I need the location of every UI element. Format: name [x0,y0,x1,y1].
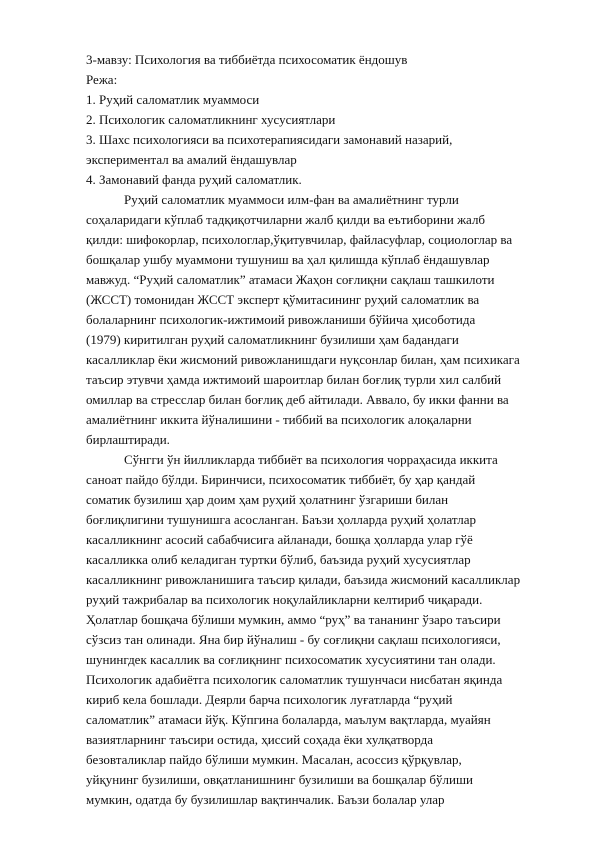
text-line: омиллар ва стресслар билан боғлиқ деб айтилади. Аввало, бу икки фанни ва [86,392,509,407]
text-line: (1979) киритилган руҳий саломатликнинг бузилиши ҳам бадандаги [86,332,459,347]
text-line: соҳаларидаги кўплаб тадқиқотчиларни жалб қилди ва eътиборини жалб [86,212,486,227]
text-line: 1. Руҳий саломатлик муаммоси [86,92,260,107]
text-line: саломатлик” атамаси йўқ. Кўпгина болаларда, маълум вақтларда, муайян [86,712,491,727]
text-line: руҳий тажрибалар ва психологик ноқулайликларни келтириб чиқаради. [86,592,483,607]
text-line: 3-мавзу: Психология ва тиббиётда психосоматик ёндошув [86,52,408,67]
text-line: 3. Шахс психологияси ва психотерапиясидаги замонавий назарий, [86,132,453,147]
text-line: Ҳолатлар бошқача бўлиши мумкин, аммо “руҳ” ва тананинг ўзаро таъсири [86,612,501,627]
text-line: касалликлар ёки жисмоний ривожланишдаги нуқсонлар билан, ҳам психикага [86,352,520,367]
text-line: шунингдек касаллик ва соғлиқнинг психосоматик хусусиятини тан олади. [86,652,496,667]
text-line: Руҳий саломатлик муаммоси илм-фан ва амалиётнинг турли [124,192,459,207]
text-line: кириб кела бошлади. Деярли барча психологик луғатларда “руҳий [86,692,453,707]
text-line: вазиятларнинг таъсири остида, ҳиссий соҳада ёки хулқатворда [86,732,434,747]
text-line: касалликнинг асосий сабабчисига айланади, бошқа ҳолларда улар гўё [86,532,473,547]
text-line: касалликнинг ривожланишига таъсир қилади, баъзида жисмоний касалликлар [86,572,521,587]
text-line: Режа: [86,72,118,87]
text-line: 2. Психологик саломатликнинг хусусиятлари [86,112,336,127]
text-line: мумкин, одатда бу бузилишлар вақтинчалик. Баъзи болалар улар [86,792,445,807]
document-page [86,50,556,810]
text-line: амалиётнинг иккита йўналишини - тиббий ва психологик алоқаларни [86,412,472,427]
text-line: 4. Замонавий фанда руҳий саломатлик. [86,172,302,187]
text-line: мавжуд. “Руҳий саломатлик” атамаси Жаҳон соғлиқни сақлаш ташкилоти [86,272,495,287]
text-line: касалликка олиб келадиган туртки бўлиб, баъзида руҳий хусусиятлар [86,552,471,567]
text-line: Психологик адабиётга психологик саломатлик тушунчаси нисбатан яқинда [86,672,503,687]
text-line: таъсир этувчи ҳамда ижтимоий шароитлар билан боғлиқ турли хил салбий [86,372,502,387]
text-line: бошқалар ушбу муаммони тушуниш ва ҳал қилишда кўплаб ёндашувлар [86,252,490,267]
text-line: экспериментал ва амалий ёндашувлар [86,152,297,167]
text-line: (ЖССТ) томонидан ЖССТ эксперт қўмитасининг руҳий саломатлик ва [86,292,480,307]
text-line: боғлиқлигини тушунишга асосланган. Баъзи ҳолларда руҳий ҳолатлар [86,512,476,527]
text-line: соматик бузилиш ҳар доим ҳам руҳий ҳолатнинг ўзгариши билан [86,492,449,507]
text-line: болаларнинг психологик-ижтимоий ривожланиши бўйича ҳисоботида [86,312,476,327]
text-line: безовталиклар пайдо бўлиши мумкин. Масалан, асоссиз қўрқувлар, [86,752,462,767]
text-line: саноат пайдо бўлди. Биринчиси, психосоматик тиббиёт, бу ҳар қандай [86,472,476,487]
text-line: сўзсиз тан олинади. Яна бир йўналиш - бу соғлиқни сақлаш психологияси, [86,632,501,647]
text-line: уйқунинг бузилиши, овқатланишнинг бузилиши ва бошқалар бўлиши [86,772,473,787]
text-line: Сўнгги ўн йилликларда тиббиёт ва психология чорраҳасида иккита [124,452,498,467]
text-line: бирлаштиради. [86,432,170,447]
text-line: қилди: шифокорлар, психологлар,ўқитувчилар, файласуфлар, социологлар ва [86,232,513,247]
